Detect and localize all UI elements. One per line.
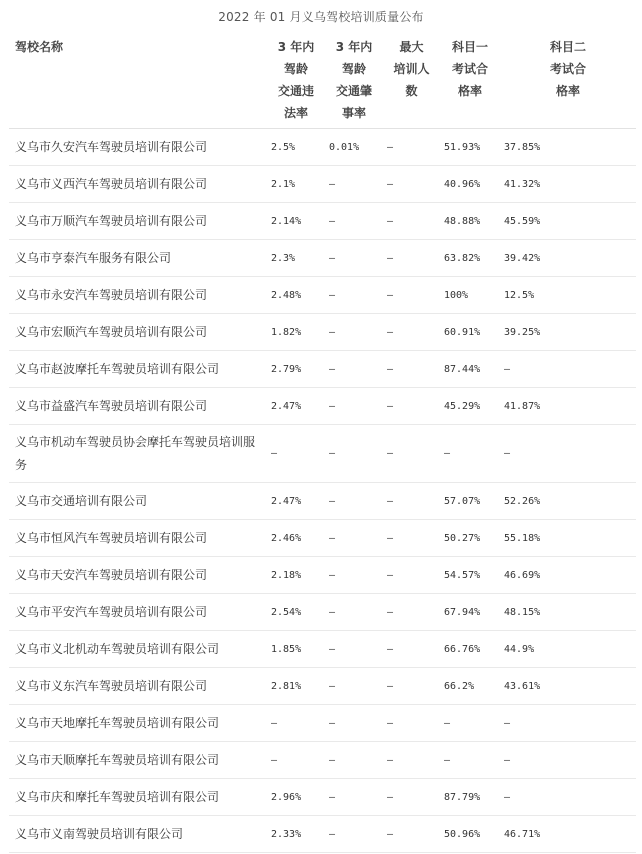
- cell-school-name: 义乌市义东汽车驾驶员培训有限公司: [9, 668, 267, 705]
- cell-max-trainees: —: [383, 816, 440, 853]
- cell-accident-rate: —: [325, 520, 383, 557]
- cell-max-trainees: —: [383, 240, 440, 277]
- cell-subject1-pass-rate: 51.93%: [440, 129, 500, 166]
- cell-subject2-pass-rate: 52.26%: [500, 483, 636, 520]
- cell-accident-rate: —: [325, 166, 383, 203]
- cell-school-name: 义乌市平安汽车驾驶员培训有限公司: [9, 594, 267, 631]
- cell-accident-rate: —: [325, 314, 383, 351]
- table-row: [9, 631, 636, 668]
- cell-subject1-pass-rate: 57.07%: [440, 483, 500, 520]
- header-max-trainees: [383, 30, 440, 129]
- cell-accident-rate: —: [325, 240, 383, 277]
- cell-school-name: 义乌市天安汽车驾驶员培训有限公司: [9, 557, 267, 594]
- cell-max-trainees: —: [383, 425, 440, 483]
- cell-accident-rate: —: [325, 779, 383, 816]
- cell-school-name: 义乌市机动车驾驶员协会摩托车驾驶员培训服务: [9, 425, 267, 483]
- cell-subject2-pass-rate: 45.59%: [500, 203, 636, 240]
- cell-subject1-pass-rate: 40.96%: [440, 166, 500, 203]
- header-line: 最大: [399, 40, 424, 54]
- cell-subject1-pass-rate: 50.27%: [440, 520, 500, 557]
- header-row: [9, 30, 636, 129]
- cell-violation-rate: 2.81%: [267, 668, 325, 705]
- table-row: [9, 388, 636, 425]
- cell-subject1-pass-rate: 60.91%: [440, 314, 500, 351]
- cell-max-trainees: —: [383, 742, 440, 779]
- cell-max-trainees: —: [383, 483, 440, 520]
- cell-school-name: 义乌市天顺摩托车驾驶员培训有限公司: [9, 742, 267, 779]
- table-row: [9, 203, 636, 240]
- table-header: [9, 30, 636, 129]
- table-row: [9, 705, 636, 742]
- cell-school-name: 义乌市恒风汽车驾驶员培训有限公司: [9, 520, 267, 557]
- cell-max-trainees: —: [383, 314, 440, 351]
- cell-subject2-pass-rate: 43.61%: [500, 668, 636, 705]
- cell-accident-rate: —: [325, 483, 383, 520]
- cell-accident-rate: —: [325, 425, 383, 483]
- cell-max-trainees: —: [383, 594, 440, 631]
- cell-max-trainees: —: [383, 557, 440, 594]
- cell-violation-rate: 2.54%: [267, 594, 325, 631]
- cell-accident-rate: —: [325, 668, 383, 705]
- cell-max-trainees: —: [383, 203, 440, 240]
- cell-violation-rate: 2.46%: [267, 520, 325, 557]
- cell-subject2-pass-rate: —: [500, 351, 636, 388]
- cell-subject2-pass-rate: —: [500, 705, 636, 742]
- cell-subject2-pass-rate: 46.69%: [500, 557, 636, 594]
- header-subject1-pass-rate: [440, 30, 500, 129]
- cell-violation-rate: 1.82%: [267, 314, 325, 351]
- cell-max-trainees: —: [383, 351, 440, 388]
- cell-accident-rate: —: [325, 631, 383, 668]
- training-quality-table: [9, 30, 636, 853]
- cell-school-name: 义乌市义南驾驶员培训有限公司: [9, 816, 267, 853]
- header-violation-rate: [267, 30, 325, 129]
- table-row: [9, 277, 636, 314]
- header-line: 交通违: [277, 84, 314, 98]
- header-line: 3 年内: [277, 40, 315, 54]
- header-line: 格率: [457, 84, 482, 98]
- cell-subject2-pass-rate: 12.5%: [500, 277, 636, 314]
- cell-subject2-pass-rate: —: [500, 425, 636, 483]
- cell-subject2-pass-rate: 37.85%: [500, 129, 636, 166]
- table-body: [9, 129, 636, 853]
- cell-subject2-pass-rate: 41.87%: [500, 388, 636, 425]
- cell-subject1-pass-rate: 45.29%: [440, 388, 500, 425]
- cell-accident-rate: —: [325, 351, 383, 388]
- cell-violation-rate: —: [267, 425, 325, 483]
- cell-subject1-pass-rate: 87.79%: [440, 779, 500, 816]
- cell-accident-rate: —: [325, 742, 383, 779]
- cell-subject1-pass-rate: 100%: [440, 277, 500, 314]
- cell-violation-rate: 1.85%: [267, 631, 325, 668]
- cell-violation-rate: —: [267, 705, 325, 742]
- cell-subject1-pass-rate: —: [440, 425, 500, 483]
- cell-subject1-pass-rate: 48.88%: [440, 203, 500, 240]
- cell-violation-rate: 2.48%: [267, 277, 325, 314]
- table-row: [9, 594, 636, 631]
- header-accident-rate: [325, 30, 383, 129]
- table-row: [9, 425, 636, 483]
- cell-subject2-pass-rate: —: [500, 779, 636, 816]
- cell-max-trainees: —: [383, 631, 440, 668]
- header-line: 事率: [341, 106, 366, 120]
- cell-violation-rate: 2.47%: [267, 483, 325, 520]
- cell-subject2-pass-rate: —: [500, 742, 636, 779]
- cell-subject2-pass-rate: 55.18%: [500, 520, 636, 557]
- cell-violation-rate: 2.96%: [267, 779, 325, 816]
- cell-school-name: 义乌市久安汽车驾驶员培训有限公司: [9, 129, 267, 166]
- cell-subject2-pass-rate: 39.42%: [500, 240, 636, 277]
- table-caption: 2022 年 01 月义乌驾校培训质量公布: [218, 10, 424, 24]
- cell-violation-rate: 2.47%: [267, 388, 325, 425]
- cell-violation-rate: 2.18%: [267, 557, 325, 594]
- header-line: 法率: [283, 106, 308, 120]
- header-line: 数: [405, 84, 418, 98]
- cell-accident-rate: —: [325, 277, 383, 314]
- header-line: 交通肇: [335, 84, 372, 98]
- cell-violation-rate: 2.33%: [267, 816, 325, 853]
- table-row: [9, 314, 636, 351]
- header-subject2-pass-rate: [500, 30, 636, 129]
- table-row: [9, 351, 636, 388]
- cell-accident-rate: —: [325, 203, 383, 240]
- cell-subject1-pass-rate: 87.44%: [440, 351, 500, 388]
- cell-violation-rate: 2.79%: [267, 351, 325, 388]
- header-line: 3 年内: [335, 40, 373, 54]
- cell-max-trainees: —: [383, 277, 440, 314]
- cell-school-name: 义乌市万顺汽车驾驶员培训有限公司: [9, 203, 267, 240]
- table-row: [9, 816, 636, 853]
- cell-subject1-pass-rate: —: [440, 705, 500, 742]
- table-row: [9, 520, 636, 557]
- cell-school-name: 义乌市交通培训有限公司: [9, 483, 267, 520]
- cell-violation-rate: 2.14%: [267, 203, 325, 240]
- table-row: [9, 483, 636, 520]
- cell-accident-rate: —: [325, 594, 383, 631]
- cell-school-name: 义乌市赵波摩托车驾驶员培训有限公司: [9, 351, 267, 388]
- header-line: 科目二: [549, 40, 586, 54]
- cell-school-name: 义乌市天地摩托车驾驶员培训有限公司: [9, 705, 267, 742]
- header-line: 考试合: [549, 62, 586, 76]
- cell-subject2-pass-rate: 41.32%: [500, 166, 636, 203]
- cell-subject1-pass-rate: 67.94%: [440, 594, 500, 631]
- header-line: 科目一: [451, 40, 488, 54]
- cell-max-trainees: —: [383, 705, 440, 742]
- cell-max-trainees: —: [383, 779, 440, 816]
- header-line: 格率: [555, 84, 580, 98]
- cell-accident-rate: —: [325, 816, 383, 853]
- cell-subject2-pass-rate: 39.25%: [500, 314, 636, 351]
- cell-subject1-pass-rate: 63.82%: [440, 240, 500, 277]
- cell-max-trainees: —: [383, 129, 440, 166]
- cell-violation-rate: 2.3%: [267, 240, 325, 277]
- table-row: [9, 779, 636, 816]
- cell-accident-rate: —: [325, 557, 383, 594]
- cell-school-name: 义乌市义西汽车驾驶员培训有限公司: [9, 166, 267, 203]
- cell-school-name: 义乌市益盛汽车驾驶员培训有限公司: [9, 388, 267, 425]
- header-school-name: [9, 30, 267, 129]
- table-row: [9, 557, 636, 594]
- table-row: [9, 129, 636, 166]
- cell-max-trainees: —: [383, 166, 440, 203]
- cell-accident-rate: 0.01%: [325, 129, 383, 166]
- cell-school-name: 义乌市永安汽车驾驶员培训有限公司: [9, 277, 267, 314]
- cell-school-name: 义乌市宏顺汽车驾驶员培训有限公司: [9, 314, 267, 351]
- cell-accident-rate: —: [325, 705, 383, 742]
- header-line: 驾龄: [283, 62, 308, 76]
- cell-max-trainees: —: [383, 668, 440, 705]
- table-row: [9, 166, 636, 203]
- table-row: [9, 240, 636, 277]
- cell-violation-rate: —: [267, 742, 325, 779]
- header-line: 培训人: [393, 62, 430, 76]
- cell-violation-rate: 2.5%: [267, 129, 325, 166]
- header-line: 驾龄: [341, 62, 366, 76]
- cell-subject2-pass-rate: 46.71%: [500, 816, 636, 853]
- cell-school-name: 义乌市庆和摩托车驾驶员培训有限公司: [9, 779, 267, 816]
- cell-accident-rate: —: [325, 388, 383, 425]
- table-row: [9, 742, 636, 779]
- cell-subject2-pass-rate: 48.15%: [500, 594, 636, 631]
- cell-subject2-pass-rate: 44.9%: [500, 631, 636, 668]
- cell-subject1-pass-rate: 66.2%: [440, 668, 500, 705]
- cell-max-trainees: —: [383, 520, 440, 557]
- cell-subject1-pass-rate: 54.57%: [440, 557, 500, 594]
- cell-violation-rate: 2.1%: [267, 166, 325, 203]
- cell-subject1-pass-rate: 66.76%: [440, 631, 500, 668]
- cell-max-trainees: —: [383, 388, 440, 425]
- cell-subject1-pass-rate: 50.96%: [440, 816, 500, 853]
- header-line: 驾校名称: [15, 40, 64, 54]
- cell-subject1-pass-rate: —: [440, 742, 500, 779]
- header-line: 考试合: [451, 62, 488, 76]
- cell-school-name: 义乌市义北机动车驾驶员培训有限公司: [9, 631, 267, 668]
- cell-school-name: 义乌市亨泰汽车服务有限公司: [9, 240, 267, 277]
- table-row: [9, 668, 636, 705]
